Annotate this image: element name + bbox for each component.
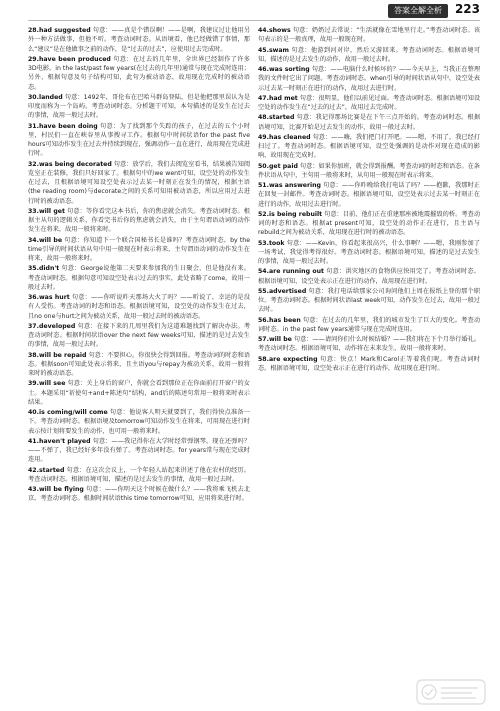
- answer-entry: [258, 335, 480, 354]
- header-divider: [28, 20, 480, 21]
- entry-number: 46.: [258, 66, 269, 73]
- answer-entry: [28, 351, 250, 379]
- entry-number: 49.: [258, 133, 269, 141]
- entry-answer: are expecting: [268, 355, 318, 363]
- answer-entry: [258, 355, 480, 374]
- entry-explanation: 句意：目前，他们正在重建那座被地震摧毁的桥。考查动词的时态和语态。根据at present可知，设空处的动作正在进行，且主语与rebuild之间为被动关系，故用现在进行时的被动语态。: [258, 210, 480, 237]
- entry-answer: started: [268, 114, 295, 122]
- entry-answer: was hurt: [38, 294, 70, 301]
- entry-number: 45.: [258, 46, 269, 54]
- entry-explanation: 句意：如果你加班，就会得到报酬。考查动词的时态和语态。在条件状语从句中，主句用一般将来时，从句用一般现在时表示将来。: [258, 162, 480, 179]
- entry-number: 58.: [258, 355, 269, 363]
- entry-number: 32.: [28, 160, 39, 168]
- answer-entry: [28, 26, 250, 54]
- entry-explanation: 句意：我记得那场比赛是在下午三点开始的。考查动词时态。根据语境可知，比赛开始是过去发生的动作，故用一般过去时。: [258, 114, 480, 131]
- answer-entry: [28, 293, 250, 321]
- left-column: [28, 26, 250, 701]
- entry-explanation: 句意：放学后，我们去阅览室看书，结果被告知阅览室正在装修，我们只好回家了。根据句中的we went可知，设空处的动作发生在过去，且根据语境可知设空处表示过去某一时刻正在发生的情况，根据主语(the reading room)与decorate之间的关系可知用被动语态，所以应用过去进行时的被动语态。: [28, 160, 250, 205]
- entry-explanation: 句意：奶奶过去常说：“生活就像在雪地里行走。”考查动词时态。该句表示的是一般真理，故用一般现在时。: [258, 27, 480, 44]
- entry-answer: didn't: [38, 265, 60, 273]
- entry-number: 54.: [258, 268, 269, 276]
- entry-explanation: 句意：——嗨，我们把门打开吧。——嗯，不用了，我已经打扫过了。考查动词时态。根据语境可知，设空处强调的是动作对现在造成的影响，故用现在完成时。: [258, 133, 480, 160]
- entry-explanation: 句意：很明显，他们以前见过面。考查动词时态。根据语境可知设空处的动作发生在“过去的过去”，故用过去完成时。: [258, 94, 480, 111]
- section-tab: 答案全解全析: [388, 4, 448, 18]
- entry-answer: will be flying: [38, 486, 84, 493]
- answer-entry: [28, 379, 250, 407]
- answer-entry: [28, 55, 250, 92]
- entry-answer: has been: [268, 316, 301, 324]
- answer-entry: [28, 322, 250, 350]
- entry-number: 37.: [28, 322, 39, 330]
- answer-entry: [258, 316, 480, 335]
- entry-answer: will be: [38, 236, 63, 244]
- entry-number: 51.: [258, 182, 269, 189]
- answer-entry: [28, 160, 250, 206]
- entry-answer: shows: [268, 27, 291, 34]
- entry-number: 31.: [28, 122, 39, 130]
- entry-answer: will get: [38, 207, 65, 215]
- entry-explanation: 句意：——电脑什么时候坏的？——今天早上，当我正在整理我的文件时它出了问题。考查动词时态。when引导的时间状语从句中，设空处表示过去某一时刻正在进行的动作，故用过去进行时。: [258, 66, 480, 92]
- entry-number: 42.: [28, 466, 39, 474]
- entry-answer: landed: [38, 93, 63, 101]
- entry-number: 29.: [28, 55, 39, 63]
- entry-number: 56.: [258, 316, 269, 324]
- answer-entry: [258, 239, 480, 267]
- watermark-logo-icon: [416, 679, 486, 705]
- entry-number: 33.: [28, 207, 39, 215]
- entry-number: 39.: [28, 380, 39, 388]
- entry-answer: was sorting: [268, 66, 310, 73]
- entry-explanation: 句意：为了找到那个失踪的孩子，在过去的五个小时里，村民们一直在峡谷里从事搜寻工作。根据句中时间状语for the past five hours可知动作发生在过去并持续到现在，强调动作一直在进行，故用现在完成进行时。: [28, 122, 250, 158]
- answer-entry: [258, 113, 480, 132]
- entry-explanation: 句意：1492年，哥伦布在巴哈马群岛登陆，但是他把那里误认为是印度而称为一个岛屿。考查动词时态。分析题干可知，本句描述的是发生在过去的事情，故用一般过去时。: [28, 93, 250, 120]
- entry-explanation: 句意：他说客人明天就要到了，我们得快点准备一下。考查动词时态。根据语境及tomorrow可知动作发生在将来，可用现在进行时表示按计划将要发生的动作，也可用一般将来时。: [28, 409, 250, 435]
- answer-entry: [28, 466, 250, 485]
- entry-number: 40.: [28, 409, 39, 416]
- entry-answer: have been produced: [38, 55, 111, 63]
- entry-answer: is coming/will come: [38, 409, 108, 416]
- entry-explanation: 句意：——我记得你在大学时经常弹钢琴，现在还弹吗？——不弹了，我已经好多年没有弹了。考查动词时态。for years常与现在完成时连用。: [28, 437, 250, 464]
- entry-explanation: 句意：——真是个错误啊！——是啊，我建议过让他用另外一种方法做事，但他不听。考查动词时态。从语境看，他已经做错了事情，那么“建议”是在他做事之前的动作，是“过去的过去”，应使用过去完成时。: [28, 27, 250, 53]
- entry-explanation: 句意：——请问你们什么时候结婚？——我们将在下个月举行婚礼。考查动词时态。根据语境可知，动作将在未来发生，故用一般将来时。: [258, 336, 480, 353]
- entry-answer: haven't played: [38, 437, 91, 445]
- entry-number: 34.: [28, 236, 39, 244]
- entry-explanation: 句意：等你看完这本书后，你的焦虑就会消失。考查动词时态。根据主从句的逻辑关系，你看完书后你的焦虑就会消失，由于主句谓语动词的动作发生在将来，故用一般将来时。: [28, 207, 250, 234]
- entry-number: 36.: [28, 294, 39, 301]
- answer-entry: [258, 65, 480, 93]
- entry-number: 28.: [28, 27, 39, 34]
- entry-explanation: 句意：在这次会议上，一个年轻人站起来讲述了他在农村的经历。考查动词时态。根据语境可知，描述的是过去发生的事情，故用一般过去时。: [28, 466, 250, 483]
- entry-answer: is being rebuilt: [268, 210, 323, 218]
- entry-explanation: 句意：——你听说昨天那场大火了吗？——听说了，幸运的是没有人受伤。考查动词的时态和语态。根据语境可知，设空处的动作发生在过去，且no one与hurt之间为被动关系，故用一般过去时的被动语态。: [28, 294, 250, 320]
- entry-explanation: 句意：你知道下一个联合国秘书长是谁吗？考查动词时态。by the time引导的时间状语从句中用一般现在时表示将来，主句谓语动词的动作发生在将来，故用一般将来时。: [28, 236, 250, 262]
- answer-entry: [258, 26, 480, 45]
- entry-answer: had suggested: [38, 27, 91, 34]
- answer-entry: [258, 267, 480, 286]
- page-header: [0, 0, 500, 22]
- answer-columns: [28, 26, 480, 701]
- answer-entry: [28, 437, 250, 465]
- entry-answer: will be repaid: [38, 351, 87, 359]
- entry-answer: developed: [38, 322, 76, 330]
- entry-answer: have been doing: [38, 122, 98, 130]
- entry-number: 35.: [28, 265, 39, 273]
- right-column: [258, 26, 480, 701]
- entry-explanation: 句意：我打电话给那家公司询问他们上周在报纸上登的那个职位。考查动词时态。根据时间状语last week可知，动作发生在过去，故用一般过去时。: [258, 287, 480, 314]
- answer-entry: [258, 181, 480, 209]
- answer-entry: [258, 46, 480, 65]
- entry-number: 44.: [258, 27, 269, 34]
- entry-explanation: 句意：在过去的几年里，我们的城市发生了巨大的变化。考查动词时态。in the past few years通常与现在完成时连用。: [258, 316, 480, 333]
- entry-answer: swam: [268, 46, 289, 54]
- entry-answer: took: [268, 239, 285, 247]
- entry-answer: was answering: [268, 182, 321, 189]
- answer-entry: [258, 94, 480, 113]
- answer-entry: [28, 485, 250, 504]
- entry-explanation: 句意：不要担心。你很快会得到回报。考查动词的时态和语态。根据soon可知此处表示将来，且主语you与repay为被动关系，故用一般将来时的被动语态。: [28, 351, 250, 377]
- entry-explanation: 句意：他游到河对岸，然后又游回来。考查动词时态。根据语境可知，描述的是过去发生的动作，故用一般过去时。: [258, 46, 480, 63]
- entry-number: 55.: [258, 287, 269, 295]
- answer-entry: [28, 93, 250, 121]
- entry-explanation: 句意：——你昨晚给我打电话了吗？——抱歉，我那时正在回复一封邮件。考查动词时态。根据语境可知，设空处表示过去某一时刻正在进行的动作，故用过去进行时。: [258, 182, 480, 208]
- entry-answer: was being decorated: [38, 160, 112, 168]
- entry-explanation: 句意：关上身后的窗户，你就会看到那位正在你面前打开窗户的女士。本题采用“祈使句+and+陈述句”结构，and后的陈述句常用一般将来时表示结果。: [28, 380, 250, 406]
- entry-explanation: 句意：洪灾地区的食物供应快用完了。考查动词时态。根据语境可知，设空处表示正在进行的动作，故用现在进行时。: [258, 268, 480, 285]
- entry-answer: are running out: [268, 268, 324, 276]
- answer-entry: [28, 408, 250, 436]
- entry-explanation: 句意：——Kevin，你看起来很高兴，什么事啊？——嗯，我刚参加了一场考试，我觉得考得很好。考查动词时态。根据语境可知，描述的是过去发生的事情，故用一般过去时。: [258, 239, 480, 265]
- entry-explanation: 句意：在接下来的几周里我们为这道难题找到了解决办法。考查动词时态。根据时间状语over the next few weeks可知，描述的是过去发生的事情，故用一般过去时。: [28, 322, 250, 349]
- answer-entry: [28, 207, 250, 235]
- answer-entry: [28, 264, 250, 292]
- entry-answer: will be: [268, 336, 292, 343]
- entry-number: 41.: [28, 437, 39, 445]
- entry-answer: will see: [38, 380, 66, 388]
- entry-number: 38.: [28, 351, 39, 359]
- answer-entry: [258, 133, 480, 161]
- entry-explanation: 句意：——你明天这个时候在做什么？——我将乘飞机去北京。考查动词时态。根据时间状语this time tomorrow可知，应用将来进行时。: [28, 486, 250, 503]
- entry-answer: had met: [268, 94, 298, 102]
- entry-answer: advertised: [268, 287, 307, 295]
- entry-number: 53.: [258, 239, 269, 247]
- entry-number: 30.: [28, 93, 39, 101]
- entry-number: 43.: [28, 486, 39, 493]
- entry-explanation: 句意：快点！Mark和Carol正等着我们呢。考查动词时态。根据语境可知，设空处表示正在进行的动作，故用现在进行时。: [258, 355, 480, 372]
- entry-number: 57.: [258, 336, 269, 343]
- answer-entry: [258, 162, 480, 181]
- answer-entry: [28, 122, 250, 159]
- answer-entry: [258, 287, 480, 315]
- entry-number: 47.: [258, 94, 269, 102]
- entry-number: 50.: [258, 162, 269, 170]
- entry-explanation: 句意：George说他第二天要来参加我的生日聚会，但是他没有来。考查动词时态。根据句意可知设空处表示过去的事实，此处省略了come，故用一般过去时。: [28, 265, 250, 291]
- page-number: 223: [454, 2, 480, 16]
- answer-entry: [258, 210, 480, 238]
- entry-number: 52.: [258, 210, 269, 218]
- entry-answer: get paid: [268, 162, 298, 170]
- entry-answer: started: [38, 466, 65, 474]
- entry-explanation: 句意：在过去的几年里，全世界已经制作了许多3D电影。in the last/past few years(在过去的几年里)通常与现在完成时连用；另外，根据句意及句子结构可知，此句为被动语态，故用现在完成时的被动语态。: [28, 55, 250, 91]
- entry-answer: has cleaned: [268, 133, 311, 141]
- entry-number: 48.: [258, 114, 269, 122]
- answer-entry: [28, 236, 250, 264]
